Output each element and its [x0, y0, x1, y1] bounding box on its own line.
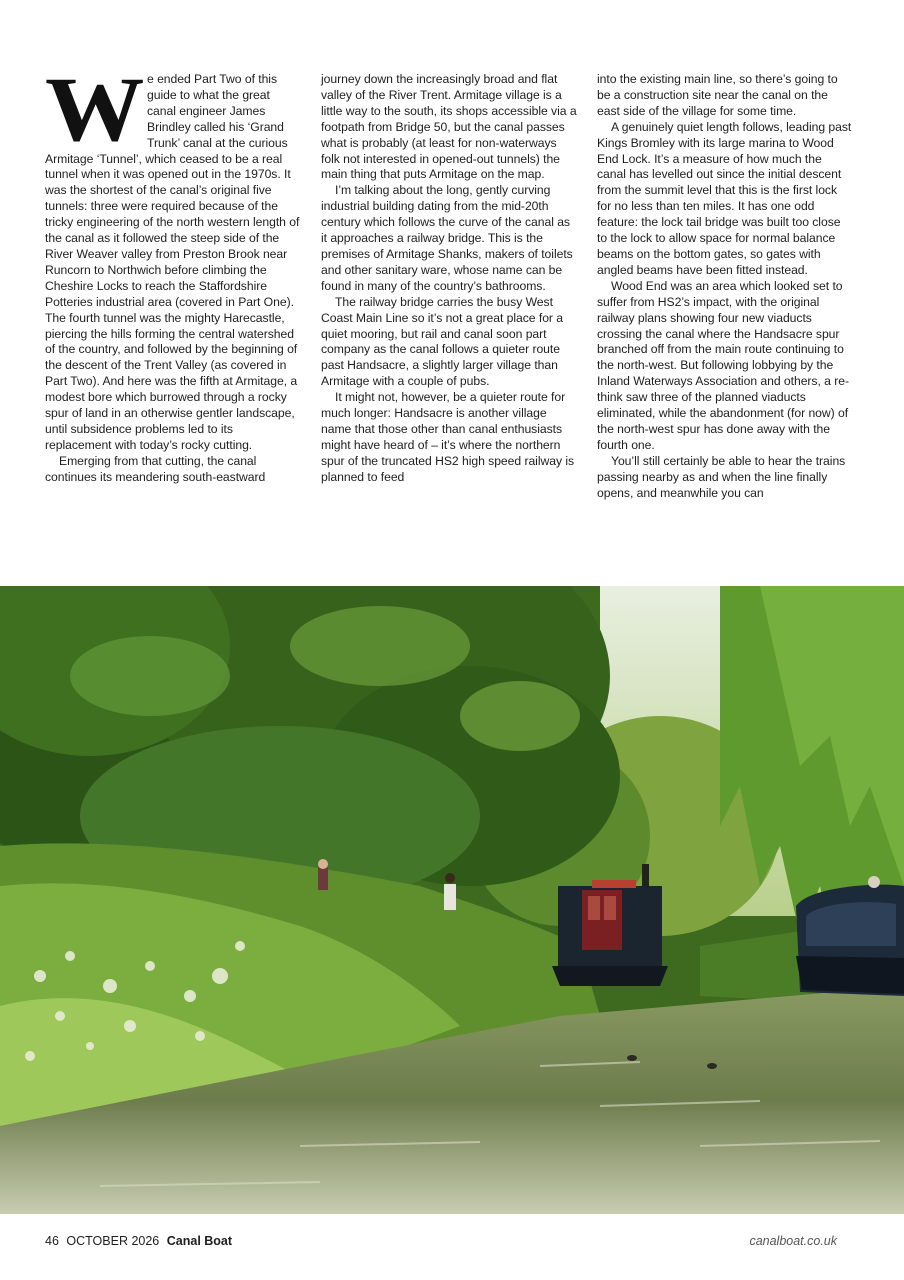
article-paragraph: journey down the increasingly broad and flat valley of the River Trent. Armitage village is a little way to the south, its shops accessible via a footpath from Bridge 50, but the canal passes what is probably (at least for non-waterways folk not interested in opened-out tunnels) the main thing that puts Armitage on the map. [321, 72, 577, 182]
article-column-2 [321, 72, 577, 572]
canal-photo [0, 586, 904, 1214]
narrowboats-canal-illustration [0, 586, 904, 1214]
website-url[interactable]: canalboat.co.uk [749, 1234, 837, 1248]
issue-date: OCTOBER 2026 [66, 1234, 160, 1248]
article-paragraph: Emerging from that cutting, the canal continues its meandering south-eastward [45, 453, 266, 484]
article-paragraph: You’ll still certainly be able to hear the trains passing nearby as and when the line finally opens, and meanwhile you can [597, 453, 846, 500]
magazine-name: Canal Boat [166, 1234, 233, 1248]
article-paragraph: I’m talking about the long, gently curving industrial building dating from the mid-20th century which follows the curve of the canal as it approaches a railway bridge. This is the premises of Armitage Shanks, makers of toilets and other sanitary ware, whose name can be found in many of the country’s bathrooms. [321, 183, 573, 293]
article-column-3 [597, 72, 853, 572]
drop-cap: W [45, 58, 141, 160]
page-number: 46 [45, 1234, 59, 1248]
article-paragraph: Wood End was an area which looked set to suffer from HS2’s impact, with the original railway plans showing four new viaducts crossing the canal where the Handsacre spur branched off from the main route continuing to the north-west. But following lobbying by the Inland Waterways Association and others, a re-think saw three of the planned viaducts eliminated, while the abandonment (for now) of the north-west spur has done away with the fourth one. [597, 278, 849, 452]
article-paragraph: into the existing main line, so there’s going to be a construction site near the canal on the east side of the village for some time. [597, 72, 838, 118]
article-paragraph: A genuinely quiet length follows, leading past Kings Bromley with its large marina to Wood End Lock. It’s a measure of how much the canal has levelled out since the initial descent from the summit level that this is the first lock for no less than ten miles. It has one odd feature: the lock tail bridge was built too close to the lock to allow space for normal balance beams on the bottom gates, so gates with angled beams have been fitted instead. [597, 119, 852, 277]
footer-left [45, 1234, 236, 1248]
page-footer [45, 1232, 837, 1250]
paragraph-text: e ended Part Two of this guide to what the great canal engineer James Brindley called his ‘Grand Trunk’ canal at the curious Armitage ‘Tunnel’, which ceased to be a real tunnel when it was opened out in the 1970s. It was the shortest of the canal’s original five tunnels: three were required because of the tricky engineering of the north western length of the canal as it followed the steep side of the River Weaver valley from Preston Brook near Runcorn to Northwich before climbing the Cheshire Locks to reach the Staffordshire Potteries industrial area (covered in Part One). The fourth tunnel was the mighty Harecastle, piercing the hills forming the central watershed of the country, and followed by the beginning of the descent of the Trent Valley (as covered in Part Two). And here was the fifth at Armitage, a modest bore which burrowed through a rocky spur of land in an otherwise gentler landscape, until subsidence problems led to its replacement with today’s rocky cutting. [45, 72, 300, 452]
article-body [45, 58, 855, 572]
article-column-1 [45, 58, 301, 572]
article-paragraph: The railway bridge carries the busy West Coast Main Line so it’s not a great place for a quiet mooring, but rail and canal soon part company as the canal follows a quieter route past Handsacre, a slightly larger village than Armitage with a couple of pubs. [321, 294, 563, 389]
article-paragraph: It might not, however, be a quieter route for much longer: Handsacre is another village name that those other than canal enthusiasts might have heard of – it’s where the northern spur of the truncated HS2 high speed railway is planned to feed [321, 390, 575, 484]
article-paragraph [45, 58, 301, 454]
